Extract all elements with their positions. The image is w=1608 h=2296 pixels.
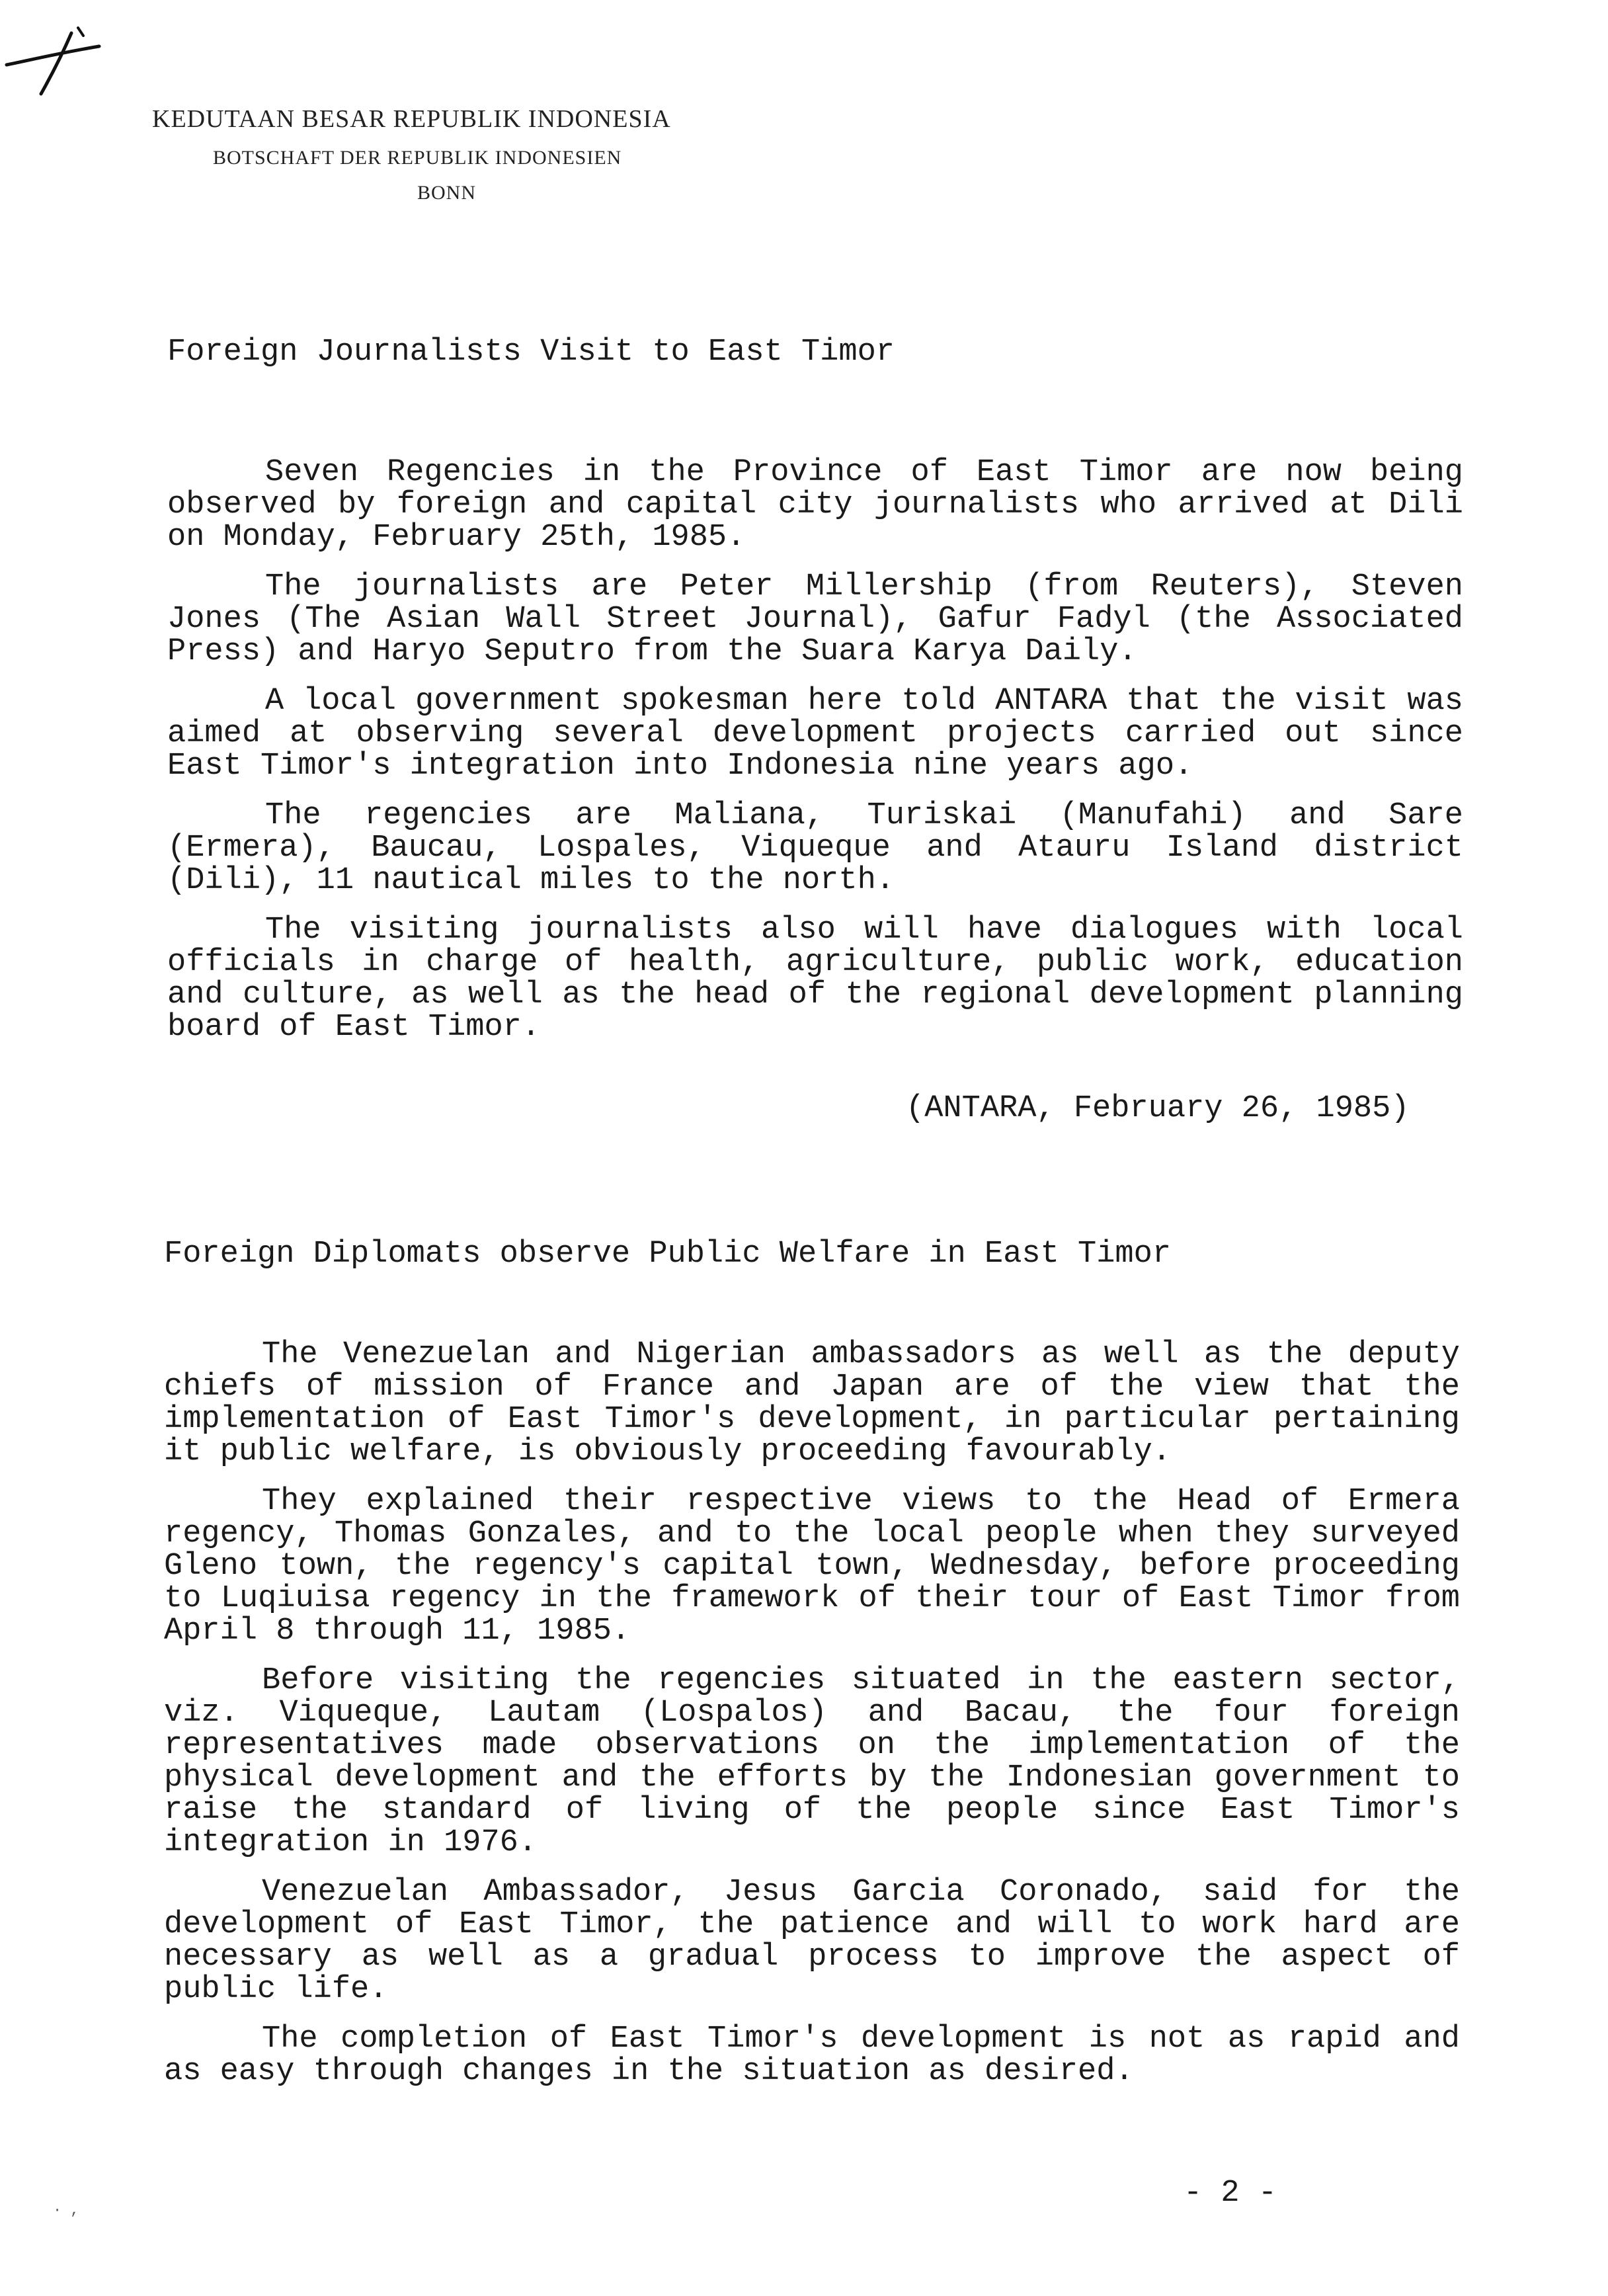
article-1-title: Foreign Journalists Visit to East Timor bbox=[167, 335, 895, 370]
article-1-paragraph: Seven Regencies in the Province of East Timor are now being observed by foreign and capital city journalists who arrived at Dili on Monday, February 25th, 1985. bbox=[167, 455, 1463, 555]
article-1-paragraph: The regencies are Maliana, Turiskai (Manufahi) and Sare (Ermera), Baucau, Lospales, Viqueque and Atauru Island district (Dili), 11 nautical miles to the north. bbox=[167, 798, 1463, 898]
article-2-paragraph: Before visiting the regencies situated in the eastern sector, viz. Viqueque, Lautam (Lospalos) and Bacau, the four foreign representatives made observations on the implementation of the physical development and the efforts by the Indonesian government to raise the standard of living of the people since East Timor's integration in 1976. bbox=[164, 1663, 1460, 1860]
article-2-title: Foreign Diplomats observe Public Welfare in East Timor bbox=[164, 1237, 1172, 1272]
article-2-paragraph: The completion of East Timor's development is not as rapid and as easy through changes in the situation as desired. bbox=[164, 2022, 1460, 2089]
handwritten-check-mark bbox=[0, 20, 119, 99]
article-2-paragraph: The Venezuelan and Nigerian ambassadors as well as the deputy chiefs of mission of France and Japan are of the view that the implementation of East Timor's development, in particular pertaining it public welfare, is obviously proceeding favourably. bbox=[164, 1337, 1460, 1469]
article-2-paragraph: Venezuelan Ambassador, Jesus Garcia Coronado, said for the development of East Timor, the patience and will to work hard are necessary as well as a gradual process to improve the aspect of public life. bbox=[164, 1875, 1460, 2007]
page-number: - 2 - bbox=[1184, 2176, 1277, 2211]
scan-speck: · , bbox=[53, 2202, 79, 2219]
article-1-paragraph: The visiting journalists also will have dialogues with local officials in charge of health, agriculture, public work, education and culture, as well as the head of the regional development planning board of East Timor. bbox=[167, 913, 1463, 1045]
article-1-body bbox=[167, 456, 1463, 1061]
article-2-paragraph: They explained their respective views to the Head of Ermera regency, Thomas Gonzales, and to the local people when they surveyed Gleno town, the regency's capital town, Wednesday, before proceeding to Luqiuisa regency in the framework of their tour of East Timor from April 8 through 11, 1985. bbox=[164, 1484, 1460, 1649]
letterhead-line-2: BOTSCHAFT DER REPUBLIK INDONESIEN bbox=[213, 147, 622, 169]
letterhead-line-1: KEDUTAAN BESAR REPUBLIK INDONESIA bbox=[152, 105, 671, 133]
article-1-paragraph: The journalists are Peter Millership (from Reuters), Steven Jones (The Asian Wall Street Journal), Gafur Fadyl (the Associated Press) and Haryo Seputro from the Suara Karya Daily. bbox=[167, 569, 1463, 669]
article-1-source: (ANTARA, February 26, 1985) bbox=[906, 1091, 1410, 1126]
article-2-body bbox=[164, 1338, 1460, 2105]
letterhead-city: BONN bbox=[417, 182, 477, 204]
article-1-paragraph: A local government spokesman here told ANTARA that the visit was aimed at observing several development projects carried out since East Timor's integration into Indonesia nine years ago. bbox=[167, 684, 1463, 784]
